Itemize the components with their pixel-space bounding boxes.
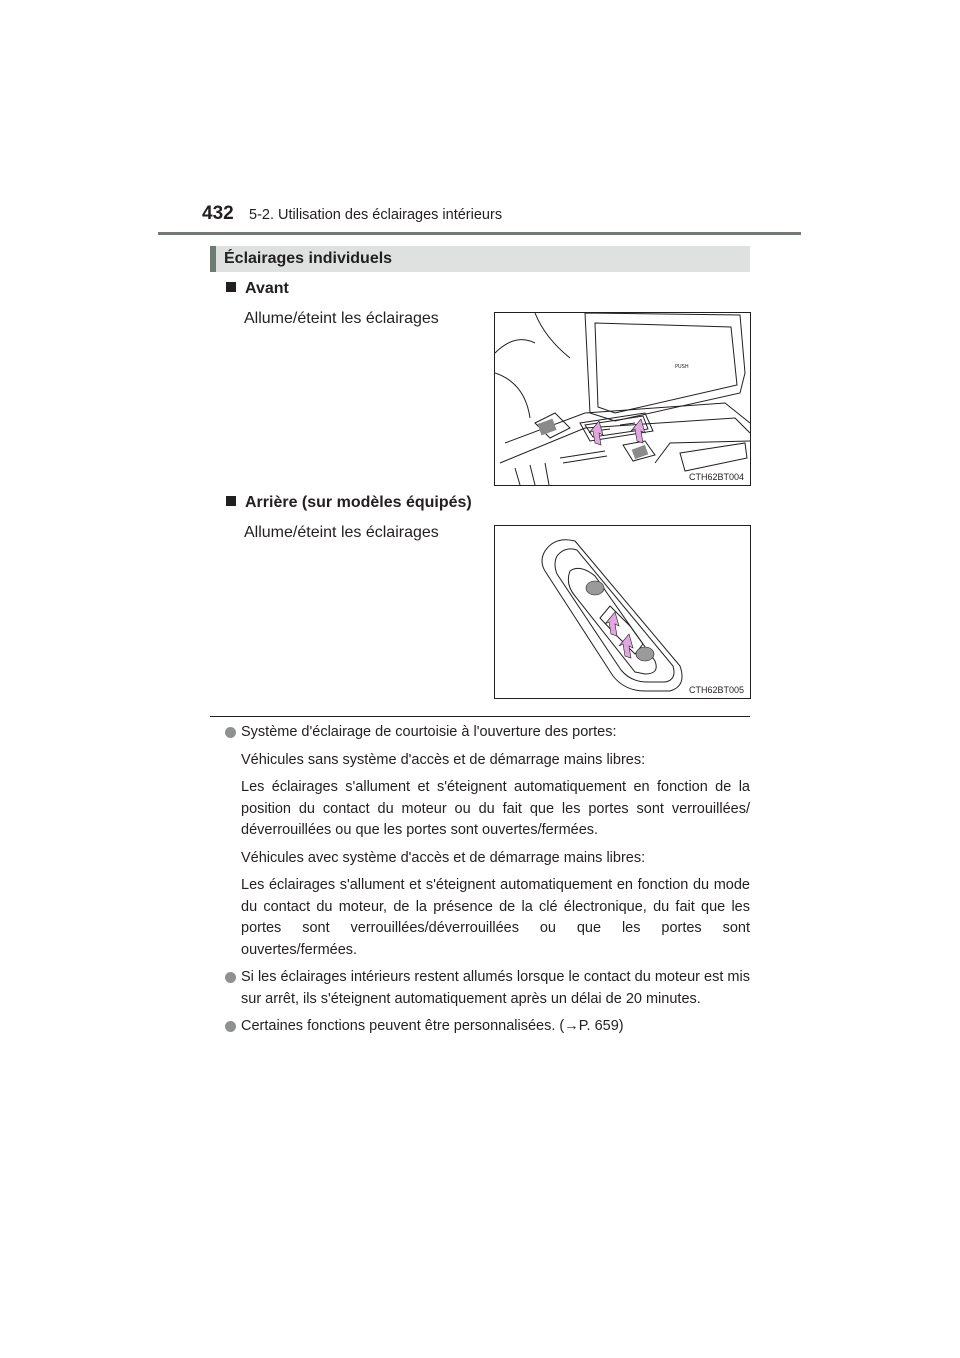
note-paragraph: Les éclairages s'allument et s'éteignent automatiquement en fonction du mode du contact du moteur, de la présence de la clé électronique, du fait que les portes sont verrouillées/déverrouillées ou que les portes sont ouvertes/fermées. <box>241 877 750 958</box>
bullet-dot-icon <box>225 972 236 983</box>
note-text: Certaines fonctions peuvent être personnalisées. (→P. 659) <box>241 1018 624 1034</box>
front-description: Allume/éteint les éclairages <box>244 310 439 327</box>
page-number: 432 <box>202 203 234 224</box>
header-rule <box>158 232 801 235</box>
left-arrow-icon <box>589 421 603 445</box>
note-bullet-courtesy <box>225 722 750 744</box>
note-bullet-customize <box>225 1016 750 1038</box>
push-label: PUSH <box>675 364 689 370</box>
note-paragraph: Véhicules sans système d'accès et de démarrage mains libres: <box>241 751 646 768</box>
front-heading-text: Avant <box>245 280 289 297</box>
figure-code-rear: CTH62BT005 <box>688 685 744 695</box>
rear-lamp-illustration <box>495 526 750 698</box>
section-title: Éclairages individuels <box>224 250 393 267</box>
section-accent <box>210 246 216 272</box>
front-console-illustration <box>495 313 750 485</box>
up-arrow-icon <box>605 612 619 636</box>
note-bullet-auto-off <box>225 967 750 1010</box>
notes-rule <box>210 716 750 717</box>
note-text: Si les éclairages intérieurs restent allumés lorsque le contact du moteur est mis sur arrêt, ils s'éteignent automatiquement après un délai de 20 minutes. <box>241 969 750 1007</box>
square-bullet-icon <box>226 496 236 506</box>
note-paragraph: Véhicules avec système d'accès et de démarrage mains libres: <box>241 849 646 866</box>
section-title-bar <box>210 246 750 272</box>
running-header: 5-2. Utilisation des éclairages intérieurs <box>249 207 503 223</box>
rear-description: Allume/éteint les éclairages <box>244 524 439 541</box>
notes-section <box>225 722 750 1044</box>
front-heading <box>226 280 289 298</box>
bullet-dot-icon <box>225 1021 236 1032</box>
rear-heading <box>226 494 472 512</box>
square-bullet-icon <box>226 282 236 292</box>
rear-heading-text: Arrière (sur modèles équipés) <box>245 494 472 511</box>
note-text: Système d'éclairage de courtoisie à l'ouverture des portes: <box>241 724 617 740</box>
rear-lamp-figure <box>494 525 751 699</box>
bullet-dot-icon <box>225 727 236 738</box>
front-overhead-console-figure <box>494 312 751 486</box>
note-paragraph: Les éclairages s'allument et s'éteignent automatiquement en fonction de la position du contact du moteur ou du fait que les portes sont verrouillées/ déverrouillées ou que les portes sont ouvertes/fermées. <box>241 779 750 838</box>
figure-code-front: CTH62BT004 <box>688 472 744 482</box>
